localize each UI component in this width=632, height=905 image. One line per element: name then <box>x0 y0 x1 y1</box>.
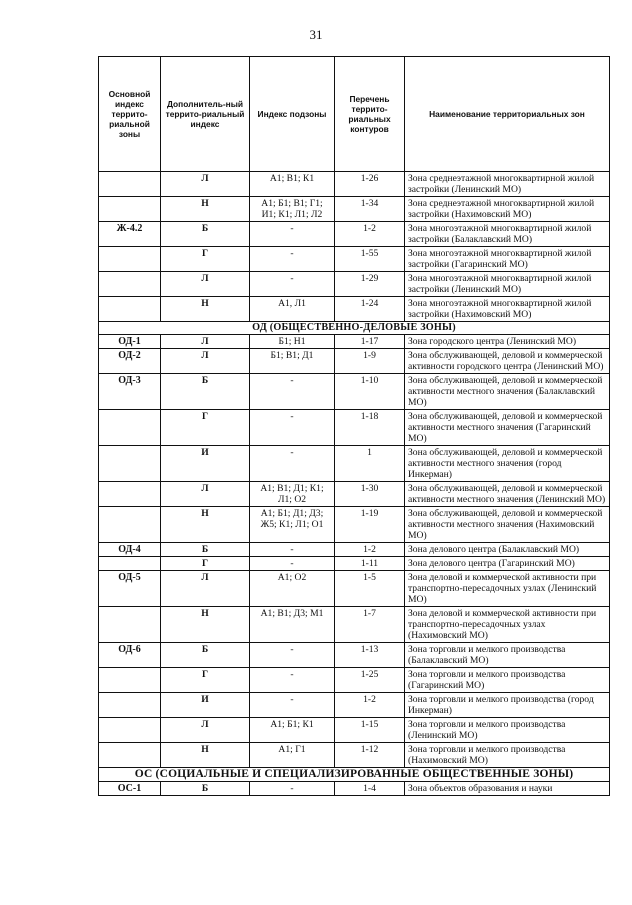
additional-index-cell: Л <box>161 571 250 607</box>
table-row <box>99 349 610 374</box>
table-header-row <box>99 57 610 172</box>
contours-cell: 1-25 <box>335 668 405 693</box>
additional-index-cell: Г <box>161 668 250 693</box>
subzone-index-cell: - <box>250 410 335 446</box>
subzone-index-cell: А1; В1; К1 <box>250 172 335 197</box>
header-zone-name: Наименование территориальных зон <box>405 57 610 172</box>
contours-cell: 1-13 <box>335 643 405 668</box>
zone-name-cell: Зона торговли и мелкого производства (Гагаринский МО) <box>405 668 610 693</box>
table-row <box>99 782 610 796</box>
zone-index-cell: Ж-4.2 <box>99 222 161 247</box>
table-row <box>99 335 610 349</box>
subzone-index-cell: - <box>250 782 335 796</box>
table-row <box>99 247 610 272</box>
zone-name-cell: Зона торговли и мелкого производства (Нахимовский МО) <box>405 743 610 768</box>
additional-index-cell: И <box>161 446 250 482</box>
subzone-index-cell: А1; Б1; Д1; Д3; Ж5; К1; Л1; О1 <box>250 507 335 543</box>
zone-index-cell <box>99 668 161 693</box>
table-section-row <box>99 768 610 782</box>
zone-index-cell <box>99 172 161 197</box>
contours-cell: 1-26 <box>335 172 405 197</box>
additional-index-cell: И <box>161 693 250 718</box>
subzone-index-cell: - <box>250 557 335 571</box>
zone-name-cell: Зона деловой и коммерческой активности при транспортно-пересадочных узлах (Нахимовский МО) <box>405 607 610 643</box>
contours-cell: 1-10 <box>335 374 405 410</box>
table-row <box>99 410 610 446</box>
table-body <box>99 172 610 796</box>
table-row <box>99 668 610 693</box>
zone-index-cell <box>99 482 161 507</box>
table-row <box>99 222 610 247</box>
zone-name-cell: Зона многоэтажной многоквартирной жилой застройки (Нахимовский МО) <box>405 297 610 322</box>
table-row <box>99 743 610 768</box>
zone-index-cell: ОС-1 <box>99 782 161 796</box>
contours-cell: 1-15 <box>335 718 405 743</box>
zone-name-cell: Зона делового центра (Гагаринский МО) <box>405 557 610 571</box>
contours-cell: 1-29 <box>335 272 405 297</box>
zone-index-cell <box>99 247 161 272</box>
zone-name-cell: Зона среднеэтажной многоквартирной жилой застройки (Нахимовский МО) <box>405 197 610 222</box>
table-row <box>99 571 610 607</box>
subzone-index-cell: - <box>250 643 335 668</box>
contours-cell: 1 <box>335 446 405 482</box>
territorial-zones-table <box>98 56 610 796</box>
additional-index-cell: Г <box>161 557 250 571</box>
subzone-index-cell: - <box>250 222 335 247</box>
additional-index-cell: Г <box>161 410 250 446</box>
additional-index-cell: Б <box>161 374 250 410</box>
additional-index-cell: Н <box>161 607 250 643</box>
contours-cell: 1-24 <box>335 297 405 322</box>
subzone-index-cell: А1; Б1; К1 <box>250 718 335 743</box>
zone-index-cell: ОД-2 <box>99 349 161 374</box>
contours-cell: 1-2 <box>335 693 405 718</box>
zone-name-cell: Зона обслуживающей, деловой и коммерческой активности городского центра (Ленинский МО) <box>405 349 610 374</box>
contours-cell: 1-30 <box>335 482 405 507</box>
table-row <box>99 557 610 571</box>
zone-index-cell <box>99 743 161 768</box>
table-row <box>99 643 610 668</box>
additional-index-cell: Н <box>161 507 250 543</box>
zone-index-cell <box>99 272 161 297</box>
subzone-index-cell: А1; Б1; В1; Г1; И1; К1; Л1; Л2 <box>250 197 335 222</box>
zone-index-cell: ОД-5 <box>99 571 161 607</box>
zone-name-cell: Зона деловой и коммерческой активности при транспортно-пересадочных узлах (Ленинский МО) <box>405 571 610 607</box>
zone-index-cell <box>99 410 161 446</box>
subzone-index-cell: Б1; Н1 <box>250 335 335 349</box>
subzone-index-cell: - <box>250 446 335 482</box>
zone-index-cell <box>99 297 161 322</box>
subzone-index-cell: - <box>250 543 335 557</box>
header-contour-list: Перечень террито-риальных контуров <box>335 57 405 172</box>
zone-name-cell: Зона делового центра (Балаклавский МО) <box>405 543 610 557</box>
zone-index-cell: ОД-6 <box>99 643 161 668</box>
subzone-index-cell: - <box>250 247 335 272</box>
additional-index-cell: Б <box>161 543 250 557</box>
additional-index-cell: Г <box>161 247 250 272</box>
contours-cell: 1-18 <box>335 410 405 446</box>
subzone-index-cell: - <box>250 374 335 410</box>
table-row <box>99 297 610 322</box>
zone-index-cell <box>99 507 161 543</box>
table-row <box>99 718 610 743</box>
subzone-index-cell: А1; О2 <box>250 571 335 607</box>
contours-cell: 1-34 <box>335 197 405 222</box>
additional-index-cell: Б <box>161 782 250 796</box>
zone-index-cell <box>99 197 161 222</box>
zone-index-cell <box>99 693 161 718</box>
zone-index-cell <box>99 718 161 743</box>
subzone-index-cell: А1; В1; Д3; М1 <box>250 607 335 643</box>
additional-index-cell: Л <box>161 349 250 374</box>
contours-cell: 1-2 <box>335 543 405 557</box>
zone-index-cell <box>99 557 161 571</box>
zone-index-cell: ОД-3 <box>99 374 161 410</box>
contours-cell: 1-2 <box>335 222 405 247</box>
page-number: 31 <box>309 27 323 42</box>
zone-name-cell: Зона обслуживающей, деловой и коммерческой активности местного значения (город Инкерман) <box>405 446 610 482</box>
additional-index-cell: Л <box>161 482 250 507</box>
section-title: ОД (ОБЩЕСТВЕННО-ДЕЛОВЫЕ ЗОНЫ) <box>99 322 610 335</box>
additional-index-cell: Б <box>161 643 250 668</box>
zone-name-cell: Зона торговли и мелкого производства (Балаклавский МО) <box>405 643 610 668</box>
zone-name-cell: Зона торговли и мелкого производства (Ленинский МО) <box>405 718 610 743</box>
zone-name-cell: Зона городского центра (Ленинский МО) <box>405 335 610 349</box>
table-row <box>99 197 610 222</box>
zone-index-cell: ОД-1 <box>99 335 161 349</box>
subzone-index-cell: - <box>250 668 335 693</box>
zone-name-cell: Зона объектов образования и науки <box>405 782 610 796</box>
additional-index-cell: Л <box>161 718 250 743</box>
zone-name-cell: Зона многоэтажной многоквартирной жилой застройки (Гагаринский МО) <box>405 247 610 272</box>
header-additional-index: Дополнитель-ный террито-риальный индекс <box>161 57 250 172</box>
section-title: ОС (СОЦИАЛЬНЫЕ И СПЕЦИАЛИЗИРОВАННЫЕ ОБЩЕСТВЕННЫЕ ЗОНЫ) <box>99 768 610 782</box>
contours-cell: 1-55 <box>335 247 405 272</box>
zone-index-cell <box>99 607 161 643</box>
additional-index-cell: Н <box>161 197 250 222</box>
table-row <box>99 272 610 297</box>
table-row <box>99 482 610 507</box>
subzone-index-cell: А1, Л1 <box>250 297 335 322</box>
contours-cell: 1-5 <box>335 571 405 607</box>
zone-name-cell: Зона торговли и мелкого производства (город Инкерман) <box>405 693 610 718</box>
zone-name-cell: Зона среднеэтажной многоквартирной жилой застройки (Ленинский МО) <box>405 172 610 197</box>
zone-name-cell: Зона многоэтажной многоквартирной жилой застройки (Ленинский МО) <box>405 272 610 297</box>
table-row <box>99 374 610 410</box>
contours-cell: 1-11 <box>335 557 405 571</box>
contours-cell: 1-12 <box>335 743 405 768</box>
table-section-row <box>99 322 610 335</box>
table-row <box>99 172 610 197</box>
contours-cell: 1-4 <box>335 782 405 796</box>
zone-index-cell: ОД-4 <box>99 543 161 557</box>
table-row <box>99 607 610 643</box>
additional-index-cell: Н <box>161 297 250 322</box>
table-row <box>99 543 610 557</box>
header-subzone-index: Индекс подзоны <box>250 57 335 172</box>
zone-name-cell: Зона многоэтажной многоквартирной жилой застройки (Балаклавский МО) <box>405 222 610 247</box>
subzone-index-cell: - <box>250 272 335 297</box>
additional-index-cell: Л <box>161 335 250 349</box>
contours-cell: 1-17 <box>335 335 405 349</box>
additional-index-cell: Н <box>161 743 250 768</box>
additional-index-cell: Б <box>161 222 250 247</box>
additional-index-cell: Л <box>161 172 250 197</box>
zone-name-cell: Зона обслуживающей, деловой и коммерческой активности местного значения (Балаклавский МО) <box>405 374 610 410</box>
zone-name-cell: Зона обслуживающей, деловой и коммерческой активности местного значения (Ленинский МО) <box>405 482 610 507</box>
zone-name-cell: Зона обслуживающей, деловой и коммерческой активности местного значения (Нахимовский МО) <box>405 507 610 543</box>
table-row <box>99 693 610 718</box>
contours-cell: 1-19 <box>335 507 405 543</box>
table-row <box>99 446 610 482</box>
zone-name-cell: Зона обслуживающей, деловой и коммерческой активности местного значения (Гагаринский МО) <box>405 410 610 446</box>
contours-cell: 1-7 <box>335 607 405 643</box>
subzone-index-cell: А1; В1; Д1; К1; Л1; О2 <box>250 482 335 507</box>
subzone-index-cell: - <box>250 693 335 718</box>
header-main-zone-index: Основной индекс террито-риальной зоны <box>99 57 161 172</box>
subzone-index-cell: А1; Г1 <box>250 743 335 768</box>
additional-index-cell: Л <box>161 272 250 297</box>
table-row <box>99 507 610 543</box>
subzone-index-cell: Б1; В1; Д1 <box>250 349 335 374</box>
zone-index-cell <box>99 446 161 482</box>
contours-cell: 1-9 <box>335 349 405 374</box>
